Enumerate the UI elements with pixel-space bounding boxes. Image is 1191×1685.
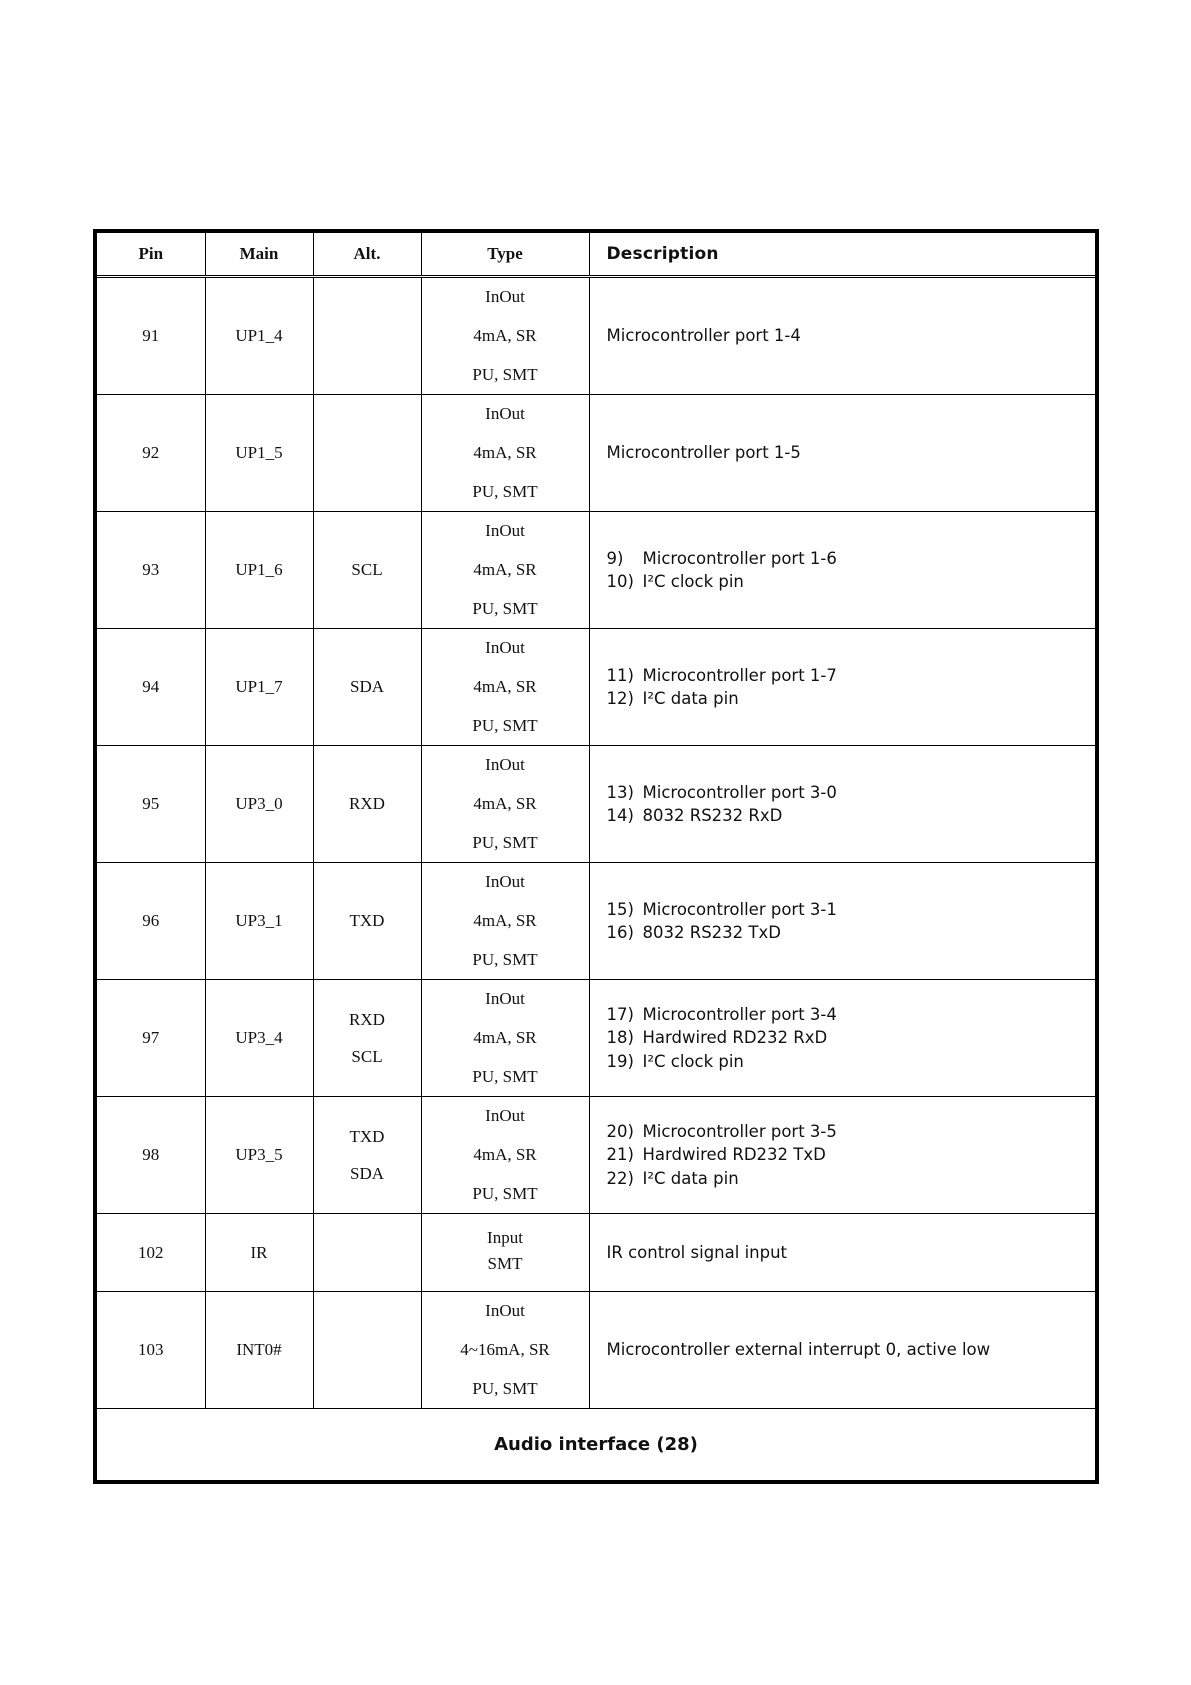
- type-line: PU, SMT: [472, 950, 538, 969]
- list-number: 9): [606, 548, 624, 568]
- list-text: 8032 RS232 TxD: [642, 923, 781, 942]
- table-row: [95, 629, 1097, 746]
- type-line: PU, SMT: [472, 365, 538, 384]
- list-number: 20): [606, 1121, 634, 1141]
- alt-function-label: SDA: [349, 677, 384, 696]
- table-row: [95, 277, 1097, 395]
- pin-number: 91: [95, 277, 205, 395]
- description-line: [607, 687, 1096, 711]
- header-main: Main: [205, 231, 313, 277]
- table-row: [95, 1292, 1097, 1409]
- section-title: Audio interface (28): [95, 1409, 1097, 1483]
- pin-description: [589, 512, 1097, 629]
- list-number: 19): [606, 1051, 634, 1071]
- list-number: 13): [606, 782, 634, 802]
- list-text: I²C data pin: [642, 689, 739, 708]
- description-line: IR control signal input: [606, 1242, 788, 1262]
- list-text: 8032 RS232 RxD: [642, 806, 783, 825]
- alt-function: [313, 1214, 421, 1292]
- main-function: UP1_6: [205, 512, 313, 629]
- description-line: [607, 547, 1096, 571]
- table-row: [95, 512, 1097, 629]
- list-text: I²C clock pin: [642, 1051, 744, 1071]
- main-function: UP3_1: [205, 863, 313, 980]
- description-line: [607, 1143, 1096, 1167]
- pin-description: [589, 1292, 1097, 1409]
- type-line: 4mA, SR: [473, 326, 537, 345]
- type-line: 4~16mA, SR: [460, 1340, 550, 1359]
- description-line: [607, 664, 1096, 688]
- description-line: [607, 1120, 1096, 1144]
- type-line: PU, SMT: [472, 1379, 538, 1398]
- alt-function: [313, 746, 421, 863]
- header-description: Description: [589, 231, 1097, 277]
- list-number: 18): [606, 1028, 634, 1048]
- pin-number: 96: [95, 863, 205, 980]
- list-text: Hardwired RD232 TxD: [642, 1145, 826, 1165]
- list-number: 22): [606, 1168, 634, 1188]
- pin-description-table: [93, 229, 1099, 1484]
- description-line: Microcontroller external interrupt 0, active low: [606, 1340, 991, 1360]
- type-line: InOut: [485, 872, 525, 891]
- list-text: I²C clock pin: [642, 572, 744, 591]
- list-number: 10): [606, 572, 634, 591]
- main-function: UP1_7: [205, 629, 313, 746]
- alt-function: [313, 863, 421, 980]
- type-line: 4mA, SR: [473, 677, 537, 696]
- pin-type: [421, 512, 589, 629]
- type-line: InOut: [485, 1301, 525, 1320]
- pin-description: [589, 1214, 1097, 1292]
- pin-number: 97: [95, 980, 205, 1097]
- list-number: 12): [606, 689, 634, 708]
- pin-type: [421, 1097, 589, 1214]
- description-line: [607, 570, 1096, 594]
- alt-function-label: SCL: [351, 1046, 383, 1066]
- header-pin: Pin: [95, 231, 205, 277]
- alt-function: [313, 980, 421, 1097]
- type-line: InOut: [485, 287, 525, 306]
- pin-description: [589, 746, 1097, 863]
- pin-type: [421, 629, 589, 746]
- list-text: Hardwired RD232 RxD: [642, 1028, 828, 1048]
- pin-type: [421, 1214, 589, 1292]
- description-line: Microcontroller port 1-5: [606, 443, 801, 463]
- pin-number: 94: [95, 629, 205, 746]
- pin-type: [421, 863, 589, 980]
- main-function: INT0#: [205, 1292, 313, 1409]
- list-number: 21): [606, 1145, 634, 1165]
- type-line: PU, SMT: [472, 833, 538, 852]
- type-line: PU, SMT: [472, 1067, 538, 1086]
- description-line: [607, 921, 1096, 945]
- list-number: 16): [606, 923, 634, 942]
- type-line: PU, SMT: [472, 1184, 538, 1203]
- table-row: [95, 980, 1097, 1097]
- pin-number: 95: [95, 746, 205, 863]
- pin-type: [421, 746, 589, 863]
- type-line: PU, SMT: [472, 716, 538, 735]
- type-line: InOut: [485, 755, 525, 774]
- alt-function-label: RXD: [349, 1009, 385, 1029]
- pin-description: [589, 395, 1097, 512]
- type-line: 4mA, SR: [473, 560, 537, 579]
- alt-function-label: TXD: [349, 911, 385, 930]
- type-line: InOut: [485, 404, 525, 423]
- table-row: [95, 746, 1097, 863]
- type-line: PU, SMT: [472, 599, 538, 618]
- type-line: InOut: [485, 638, 525, 657]
- alt-function-label: RXD: [349, 794, 385, 813]
- description-line: [607, 1167, 1096, 1191]
- main-function: UP3_0: [205, 746, 313, 863]
- pin-type: [421, 980, 589, 1097]
- alt-function: [313, 512, 421, 629]
- pin-type: [421, 1292, 589, 1409]
- pin-type: [421, 395, 589, 512]
- list-text: I²C data pin: [642, 1168, 739, 1188]
- type-line: PU, SMT: [472, 482, 538, 501]
- pin-description: [589, 277, 1097, 395]
- pin-number: 93: [95, 512, 205, 629]
- main-function: UP1_5: [205, 395, 313, 512]
- pin-description: [589, 980, 1097, 1097]
- table-row: [95, 395, 1097, 512]
- list-number: 14): [606, 806, 634, 825]
- type-line: SMT: [487, 1253, 523, 1273]
- alt-function: [313, 1292, 421, 1409]
- list-text: Microcontroller port 3-1: [642, 899, 837, 919]
- alt-function: [313, 395, 421, 512]
- list-text: Microcontroller port 1-7: [642, 665, 837, 685]
- list-number: 15): [606, 899, 634, 919]
- type-line: InOut: [485, 521, 525, 540]
- alt-function: [313, 1097, 421, 1214]
- table-header-row: [95, 231, 1097, 277]
- type-line: 4mA, SR: [473, 1145, 537, 1164]
- main-function: IR: [205, 1214, 313, 1292]
- pin-number: 98: [95, 1097, 205, 1214]
- pin-number: 92: [95, 395, 205, 512]
- alt-function-label: TXD: [349, 1126, 385, 1146]
- alt-function: [313, 277, 421, 395]
- pin-type: [421, 277, 589, 395]
- description-line: [607, 804, 1096, 828]
- list-text: Microcontroller port 3-5: [642, 1121, 837, 1141]
- list-text: Microcontroller port 3-4: [642, 1004, 837, 1024]
- type-line: Input: [487, 1227, 523, 1247]
- main-function: UP1_4: [205, 277, 313, 395]
- type-line: InOut: [485, 989, 525, 1008]
- list-number: 17): [606, 1004, 634, 1024]
- description-line: [607, 1050, 1096, 1074]
- list-text: Microcontroller port 1-6: [642, 548, 837, 568]
- type-line: 4mA, SR: [473, 911, 537, 930]
- alt-function-label: SCL: [351, 560, 383, 579]
- description-line: Microcontroller port 1-4: [606, 326, 801, 346]
- alt-function-label: SDA: [349, 1163, 384, 1183]
- pin-number: 102: [95, 1214, 205, 1292]
- table-row: [95, 863, 1097, 980]
- type-line: 4mA, SR: [473, 443, 537, 462]
- type-line: InOut: [485, 1106, 525, 1125]
- main-function: UP3_5: [205, 1097, 313, 1214]
- table-row: [95, 1097, 1097, 1214]
- list-text: Microcontroller port 3-0: [642, 782, 837, 802]
- description-line: [607, 781, 1096, 805]
- header-alt: Alt.: [313, 231, 421, 277]
- pin-description: [589, 629, 1097, 746]
- description-line: [607, 1026, 1096, 1050]
- description-line: [607, 1003, 1096, 1027]
- table-row: [95, 1214, 1097, 1292]
- description-line: [607, 898, 1096, 922]
- pin-description: [589, 863, 1097, 980]
- pin-description: [589, 1097, 1097, 1214]
- list-number: 11): [606, 665, 634, 685]
- section-header-row: [95, 1409, 1097, 1483]
- header-type: Type: [421, 231, 589, 277]
- alt-function: [313, 629, 421, 746]
- main-function: UP3_4: [205, 980, 313, 1097]
- pin-number: 103: [95, 1292, 205, 1409]
- type-line: 4mA, SR: [473, 794, 537, 813]
- type-line: 4mA, SR: [473, 1028, 537, 1047]
